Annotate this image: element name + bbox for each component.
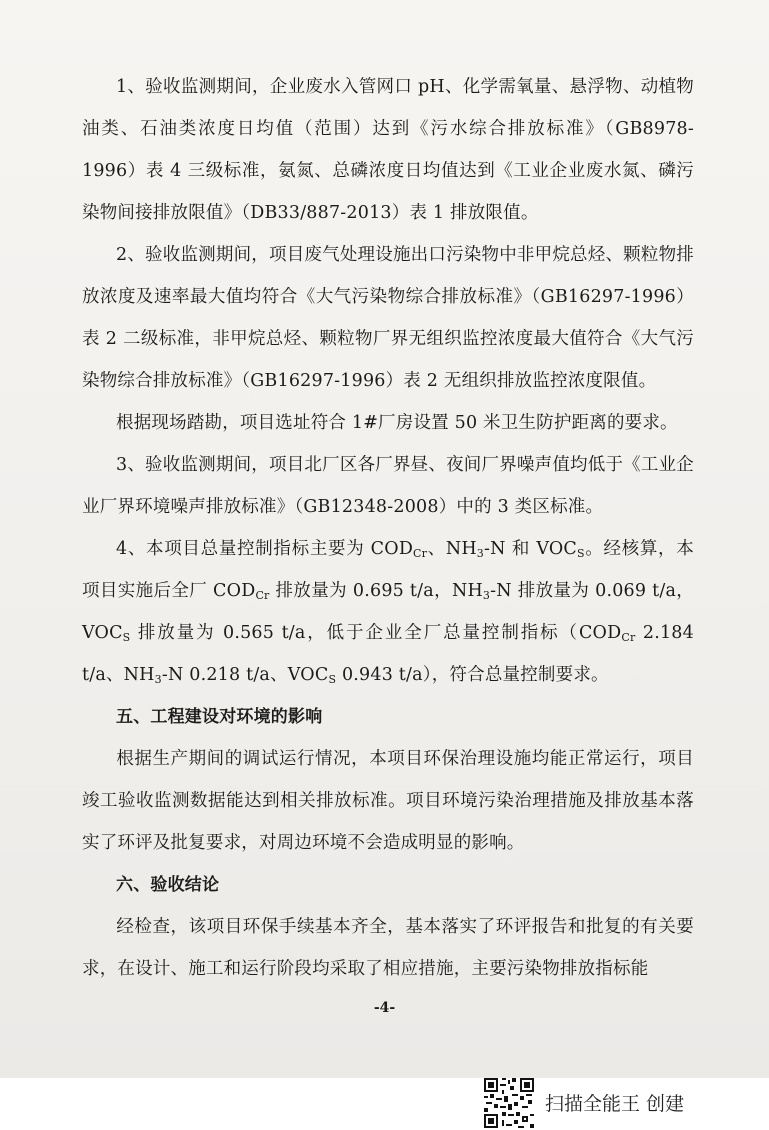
body-paragraph: 根据生产期间的调试运行情况，本项目环保治理设施均能正常运行，项目竣工验收监测数据能达到相关排放标准。项目环境污染治理措施及排放基本落实了环评及批复要求，对周边环境不会造成明显的影响。 xyxy=(82,749,694,853)
body-paragraph: 4、本项目总量控制指标主要为 $COD_{Cr}$、$NH_3-N$ 和 $VOC_S$。经核算，本项目实施后全厂 $COD_{Cr}$ 排放量为 0.695 t/a，$NH_3-N$ 排放量为 0.069 t/a，$VOC_S$ 排放量为 0.565 t/a，低于企业全厂总量控制指标（$COD_{Cr}$ 2.184 t/a、$NH_3-N$ 0.218 t/a、$VOC_S$ 0.943 t/a），符合总量控制要求。 xyxy=(82,539,694,686)
body-paragraph: 经检查，该项目环保手续基本齐全，基本落实了环评报告和批复的有关要求，在设计、施工和运行阶段均采取了相应措施，主要污染物排放指标能 xyxy=(82,917,694,979)
section-heading: 六、验收结论 xyxy=(116,875,220,895)
qr-code-icon xyxy=(484,1078,534,1128)
document-body xyxy=(82,66,694,990)
section-heading: 五、工程建设对环境的影响 xyxy=(116,707,323,727)
page-number: -4- xyxy=(373,1000,396,1016)
scanner-watermark-label: 扫描全能王 创建 xyxy=(545,1093,685,1115)
body-paragraph: 2、验收监测期间，项目废气处理设施出口污染物中非甲烷总烃、颗粒物排放浓度及速率最大值均符合《大气污染物综合排放标准》（GB16297-1996）表 2 二级标准，非甲烷总烃、颗粒物厂界无组织监控浓度最大值符合《大气污染物综合排放标准》（GB16297-1996）表 2 无组织排放监控浓度限值。 xyxy=(82,245,694,391)
body-paragraph: 1、验收监测期间，企业废水入管网口 pH、化学需氧量、悬浮物、动植物油类、石油类浓度日均值（范围）达到《污水综合排放标准》（GB8978-1996）表 4 三级标准，氨氮、总磷浓度日均值达到《工业企业废水氮、磷污染物间接排放限值》（DB33/887-2013）表 1 排放限值。 xyxy=(82,77,694,223)
body-paragraph: 3、验收监测期间，项目北厂区各厂界昼、夜间厂界噪声值均低于《工业企业厂界环境噪声排放标准》（GB12348-2008）中的 3 类区标准。 xyxy=(82,455,694,517)
body-paragraph: 根据现场踏勘，项目选址符合 1#厂房设置 50 米卫生防护距离的要求。 xyxy=(116,413,678,433)
